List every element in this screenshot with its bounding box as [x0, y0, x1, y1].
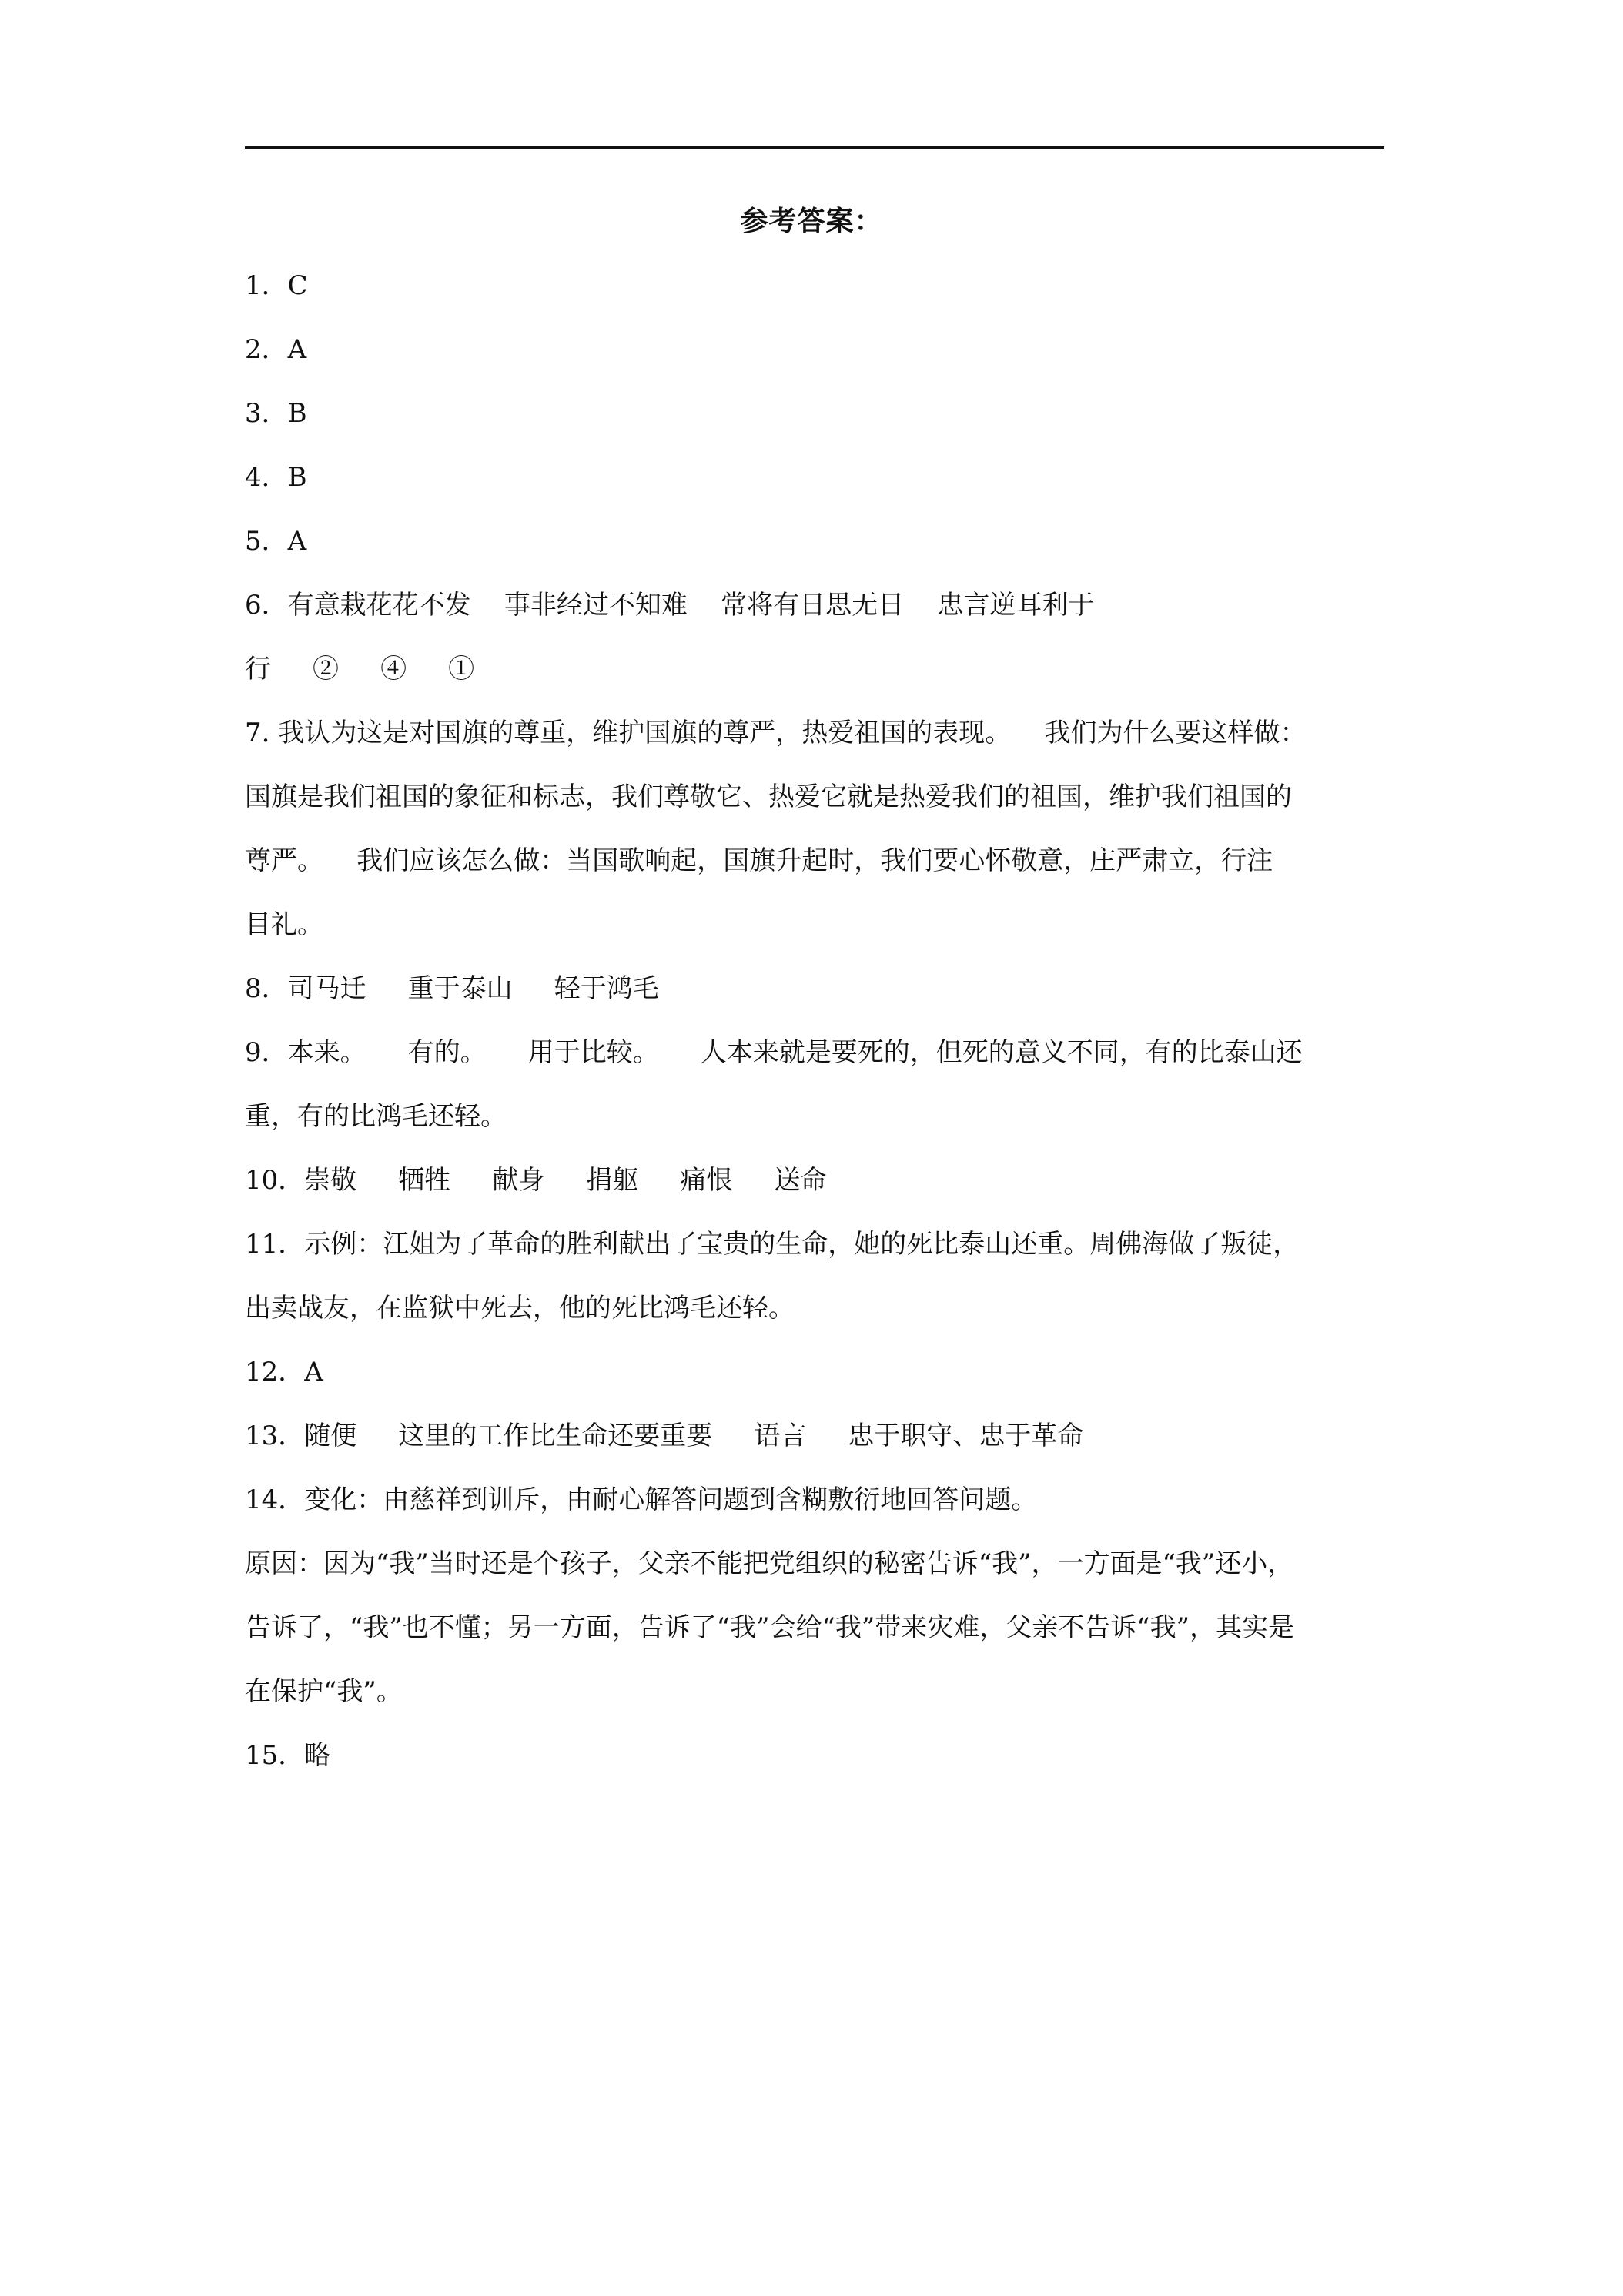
- answer-9-line-1: 9．本来。 有的。 用于比较。 人本来就是要死的，但死的意义不同，有的比泰山还: [245, 1037, 1303, 1068]
- answer-list: [245, 254, 1384, 1788]
- answer-14-line-4: 在保护“我”。: [245, 1676, 403, 1707]
- answer-3: 3．B: [245, 398, 307, 429]
- page-title: 参考答案：: [740, 205, 883, 237]
- answer-4: 4．B: [245, 462, 307, 493]
- answer-14-line-3: 告诉了，“我”也不懂；另一方面，告诉了“我”会给“我”带来灾难，父亲不告诉“我”，其实是: [245, 1612, 1295, 1643]
- answer-11-line-2: 出卖战友，在监狱中死去，他的死比鸿毛还轻。: [245, 1293, 795, 1324]
- answer-9-line-2: 重，有的比鸿毛还轻。: [245, 1101, 507, 1132]
- answer-7-line-1: 7. 我认为这是对国旗的尊重，维护国旗的尊严，热爱祖国的表现。 我们为什么要这样做：: [245, 718, 1307, 748]
- answer-2: 2．A: [245, 334, 307, 365]
- answer-6-line-1: 6．有意栽花花不发 事非经过不知难 常将有日思无日 忠言逆耳利于: [245, 590, 1095, 621]
- answer-7-line-3: 尊严。 我们应该怎么做：当国歌响起，国旗升起时，我们要心怀敬意，庄严肃立，行注: [245, 845, 1273, 876]
- answer-14-line-1: 14．变化：由慈祥到训斥，由耐心解答问题到含糊敷衍地回答问题。: [245, 1484, 1038, 1515]
- answer-10: 10．崇敬 牺牲 献身 捐躯 痛恨 送命: [245, 1165, 827, 1196]
- header-rule: [245, 146, 1384, 149]
- answer-12: 12．A: [245, 1357, 323, 1387]
- answer-7-line-2: 国旗是我们祖国的象征和标志，我们尊敬它、热爱它就是热爱我们的祖国，维护我们祖国的: [245, 782, 1292, 812]
- answer-7-line-4: 目礼。: [245, 909, 323, 940]
- answer-15: 15．略: [245, 1740, 331, 1771]
- answer-1: 1．C: [245, 270, 308, 301]
- answer-14-line-2: 原因：因为“我”当时还是个孩子，父亲不能把党组织的秘密告诉“我”，一方面是“我”还小，: [245, 1548, 1294, 1579]
- answer-6-line-2: 行 ② ④ ①: [245, 654, 475, 684]
- answer-5: 5．A: [245, 526, 307, 557]
- answer-11-line-1: 11．示例：江姐为了革命的胜利献出了宝贵的生命，她的死比泰山还重。周佛海做了叛徒，: [245, 1229, 1300, 1260]
- answer-13: 13．随便 这里的工作比生命还要重要 语言 忠于职守、忠于革命: [245, 1421, 1084, 1451]
- answer-8: 8．司马迁 重于泰山 轻于鸿毛: [245, 973, 659, 1004]
